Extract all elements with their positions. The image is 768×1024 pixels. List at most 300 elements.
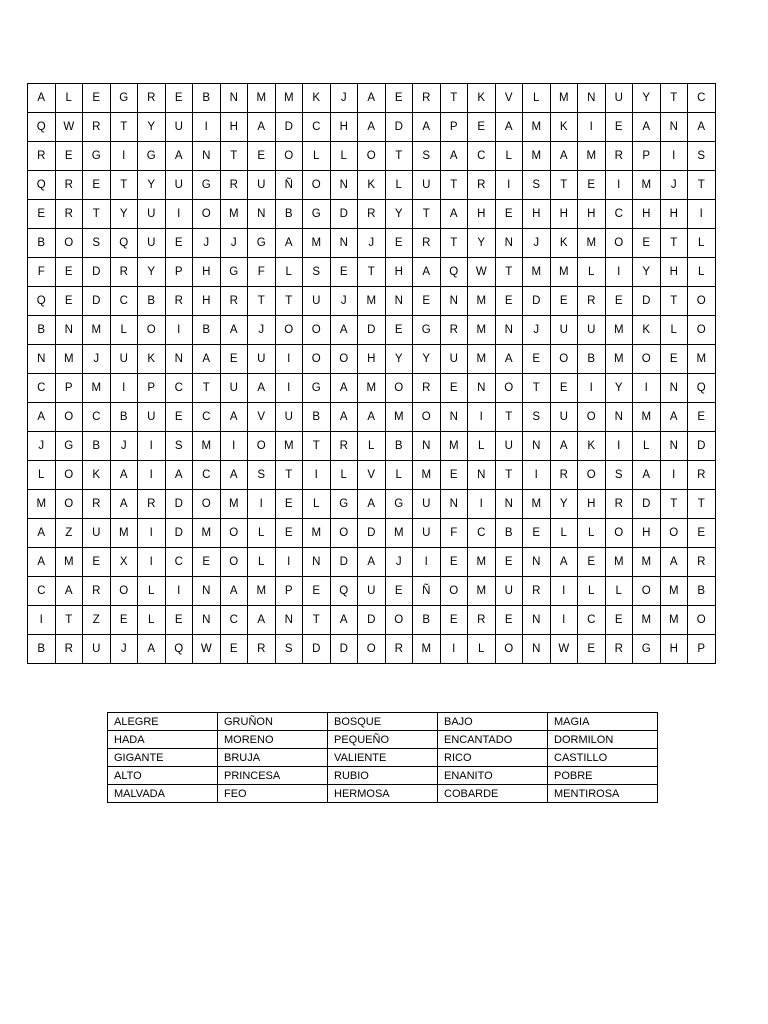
grid-cell: L: [660, 316, 688, 345]
grid-cell: T: [495, 403, 523, 432]
grid-cell: S: [303, 258, 331, 287]
grid-cell: A: [248, 606, 276, 635]
grid-cell: E: [495, 606, 523, 635]
grid-cell: R: [55, 200, 83, 229]
grid-cell: H: [523, 200, 551, 229]
grid-cell: R: [220, 171, 248, 200]
grid-cell: U: [83, 635, 111, 664]
grid-cell: A: [110, 461, 138, 490]
grid-cell: Y: [385, 345, 413, 374]
grid-cell: A: [330, 374, 358, 403]
grid-cell: D: [523, 287, 551, 316]
grid-cell: A: [660, 403, 688, 432]
grid-cell: I: [165, 316, 193, 345]
grid-cell: D: [165, 490, 193, 519]
grid-cell: U: [413, 519, 441, 548]
word-list-item: RUBIO: [328, 767, 438, 785]
grid-cell: A: [248, 113, 276, 142]
grid-cell: O: [633, 345, 661, 374]
grid-cell: Z: [83, 606, 111, 635]
grid-cell: J: [28, 432, 56, 461]
grid-cell: L: [138, 606, 166, 635]
grid-cell: E: [220, 635, 248, 664]
grid-cell: C: [578, 606, 606, 635]
grid-cell: J: [110, 635, 138, 664]
grid-cell: E: [578, 635, 606, 664]
grid-cell: U: [550, 316, 578, 345]
grid-cell: R: [605, 635, 633, 664]
grid-cell: N: [220, 84, 248, 113]
grid-cell: E: [83, 84, 111, 113]
grid-cell: N: [523, 548, 551, 577]
grid-cell: L: [55, 84, 83, 113]
grid-cell: T: [275, 287, 303, 316]
grid-cell: G: [193, 171, 221, 200]
grid-row: [28, 490, 716, 519]
grid-cell: M: [605, 316, 633, 345]
grid-cell: E: [330, 258, 358, 287]
word-list-row: [108, 785, 658, 803]
grid-cell: I: [193, 113, 221, 142]
grid-cell: M: [358, 287, 386, 316]
grid-cell: H: [578, 200, 606, 229]
grid-cell: R: [578, 287, 606, 316]
grid-cell: I: [550, 606, 578, 635]
grid-cell: G: [138, 142, 166, 171]
grid-cell: I: [275, 548, 303, 577]
grid-cell: Z: [55, 519, 83, 548]
grid-cell: A: [495, 113, 523, 142]
grid-cell: O: [55, 490, 83, 519]
grid-cell: L: [303, 142, 331, 171]
grid-row: [28, 142, 716, 171]
grid-row: [28, 316, 716, 345]
grid-cell: O: [495, 374, 523, 403]
grid-cell: H: [468, 200, 496, 229]
grid-cell: E: [605, 606, 633, 635]
grid-cell: Q: [28, 171, 56, 200]
grid-cell: M: [550, 258, 578, 287]
grid-cell: N: [385, 287, 413, 316]
grid-cell: L: [633, 432, 661, 461]
grid-cell: F: [248, 258, 276, 287]
grid-cell: M: [633, 403, 661, 432]
grid-cell: T: [688, 490, 716, 519]
grid-cell: E: [633, 229, 661, 258]
grid-cell: L: [468, 635, 496, 664]
grid-cell: N: [55, 316, 83, 345]
grid-cell: S: [248, 461, 276, 490]
grid-cell: E: [165, 403, 193, 432]
grid-cell: D: [633, 287, 661, 316]
grid-cell: O: [578, 461, 606, 490]
grid-cell: A: [330, 403, 358, 432]
grid-cell: N: [523, 432, 551, 461]
grid-cell: S: [165, 432, 193, 461]
grid-cell: M: [110, 519, 138, 548]
grid-cell: M: [605, 345, 633, 374]
grid-cell: G: [220, 258, 248, 287]
grid-cell: D: [633, 490, 661, 519]
grid-cell: W: [193, 635, 221, 664]
grid-cell: A: [110, 490, 138, 519]
grid-cell: A: [413, 258, 441, 287]
grid-cell: T: [110, 171, 138, 200]
grid-cell: O: [220, 548, 248, 577]
grid-cell: C: [193, 403, 221, 432]
grid-row: [28, 548, 716, 577]
grid-cell: N: [495, 316, 523, 345]
word-list-item: FEO: [218, 785, 328, 803]
grid-cell: J: [660, 171, 688, 200]
grid-cell: R: [330, 432, 358, 461]
grid-cell: N: [165, 345, 193, 374]
grid-cell: N: [605, 403, 633, 432]
grid-cell: H: [633, 519, 661, 548]
word-list-row: [108, 731, 658, 749]
grid-cell: U: [303, 287, 331, 316]
grid-cell: J: [358, 229, 386, 258]
grid-cell: M: [385, 519, 413, 548]
grid-cell: N: [495, 490, 523, 519]
grid-cell: E: [275, 519, 303, 548]
word-list-item: ENCANTADO: [438, 731, 548, 749]
grid-cell: M: [28, 490, 56, 519]
grid-cell: L: [28, 461, 56, 490]
grid-cell: T: [275, 461, 303, 490]
word-list-item: DORMILON: [548, 731, 658, 749]
grid-cell: I: [660, 461, 688, 490]
grid-cell: P: [440, 113, 468, 142]
grid-cell: S: [275, 635, 303, 664]
grid-cell: E: [55, 258, 83, 287]
grid-cell: M: [468, 316, 496, 345]
grid-cell: D: [303, 635, 331, 664]
grid-cell: N: [523, 635, 551, 664]
grid-cell: O: [193, 490, 221, 519]
grid-cell: I: [138, 432, 166, 461]
grid-cell: D: [330, 635, 358, 664]
grid-cell: R: [523, 577, 551, 606]
grid-cell: U: [275, 403, 303, 432]
grid-cell: I: [605, 258, 633, 287]
grid-cell: I: [468, 490, 496, 519]
grid-cell: N: [193, 606, 221, 635]
grid-cell: M: [358, 374, 386, 403]
grid-cell: S: [83, 229, 111, 258]
grid-cell: L: [248, 548, 276, 577]
word-list-item: RICO: [438, 749, 548, 767]
grid-cell: T: [303, 432, 331, 461]
grid-cell: O: [358, 635, 386, 664]
grid-cell: V: [495, 84, 523, 113]
grid-row: [28, 374, 716, 403]
grid-cell: M: [633, 548, 661, 577]
grid-cell: Y: [550, 490, 578, 519]
grid-cell: B: [495, 519, 523, 548]
grid-cell: E: [688, 403, 716, 432]
grid-cell: U: [413, 171, 441, 200]
grid-cell: L: [358, 432, 386, 461]
grid-cell: A: [413, 113, 441, 142]
grid-cell: M: [660, 577, 688, 606]
grid-cell: A: [193, 345, 221, 374]
grid-cell: B: [385, 432, 413, 461]
grid-cell: R: [83, 490, 111, 519]
grid-cell: B: [413, 606, 441, 635]
grid-cell: C: [220, 606, 248, 635]
grid-cell: X: [110, 548, 138, 577]
grid-cell: D: [385, 113, 413, 142]
grid-cell: A: [220, 403, 248, 432]
grid-cell: L: [605, 577, 633, 606]
grid-cell: E: [385, 229, 413, 258]
grid-cell: O: [578, 403, 606, 432]
grid-cell: I: [523, 461, 551, 490]
grid-cell: L: [385, 461, 413, 490]
grid-cell: W: [468, 258, 496, 287]
grid-cell: U: [165, 113, 193, 142]
grid-cell: R: [550, 461, 578, 490]
grid-row: [28, 635, 716, 664]
grid-cell: I: [605, 171, 633, 200]
grid-cell: B: [83, 432, 111, 461]
grid-cell: A: [358, 113, 386, 142]
grid-cell: T: [358, 258, 386, 287]
grid-cell: U: [110, 345, 138, 374]
grid-cell: A: [660, 548, 688, 577]
word-list-item: BAJO: [438, 713, 548, 731]
grid-cell: N: [193, 142, 221, 171]
grid-cell: N: [413, 432, 441, 461]
grid-cell: D: [83, 287, 111, 316]
grid-cell: I: [28, 606, 56, 635]
grid-cell: I: [633, 374, 661, 403]
grid-cell: F: [28, 258, 56, 287]
grid-cell: R: [83, 577, 111, 606]
grid-cell: K: [633, 316, 661, 345]
word-list-row: [108, 767, 658, 785]
grid-cell: A: [440, 142, 468, 171]
grid-cell: A: [330, 316, 358, 345]
grid-cell: I: [495, 171, 523, 200]
grid-cell: T: [55, 606, 83, 635]
grid-cell: G: [413, 316, 441, 345]
grid-cell: W: [55, 113, 83, 142]
grid-cell: D: [165, 519, 193, 548]
grid-cell: C: [193, 461, 221, 490]
grid-cell: G: [303, 200, 331, 229]
grid-cell: A: [550, 432, 578, 461]
word-list: [107, 712, 658, 803]
grid-cell: B: [193, 84, 221, 113]
grid-cell: N: [440, 287, 468, 316]
grid-cell: N: [330, 171, 358, 200]
grid-cell: T: [523, 374, 551, 403]
grid-cell: T: [688, 171, 716, 200]
grid-cell: H: [633, 200, 661, 229]
grid-cell: N: [468, 461, 496, 490]
grid-cell: U: [578, 316, 606, 345]
grid-cell: E: [165, 229, 193, 258]
grid-cell: D: [688, 432, 716, 461]
grid-cell: E: [523, 519, 551, 548]
grid-cell: G: [633, 635, 661, 664]
grid-cell: L: [688, 229, 716, 258]
grid-cell: U: [248, 171, 276, 200]
grid-cell: M: [413, 635, 441, 664]
grid-cell: I: [165, 200, 193, 229]
grid-cell: M: [550, 84, 578, 113]
grid-cell: C: [165, 374, 193, 403]
grid-cell: I: [275, 345, 303, 374]
grid-cell: D: [358, 316, 386, 345]
grid-cell: E: [385, 84, 413, 113]
grid-cell: N: [660, 113, 688, 142]
word-list-item: BRUJA: [218, 749, 328, 767]
grid-cell: N: [193, 577, 221, 606]
grid-cell: Q: [688, 374, 716, 403]
grid-cell: E: [605, 113, 633, 142]
grid-row: [28, 345, 716, 374]
grid-cell: H: [358, 345, 386, 374]
grid-cell: L: [385, 171, 413, 200]
grid-cell: M: [83, 374, 111, 403]
word-list-item: HADA: [108, 731, 218, 749]
grid-cell: U: [165, 171, 193, 200]
grid-cell: U: [220, 374, 248, 403]
grid-cell: H: [660, 635, 688, 664]
grid-cell: M: [385, 403, 413, 432]
grid-cell: U: [138, 200, 166, 229]
grid-cell: I: [303, 461, 331, 490]
grid-cell: E: [110, 606, 138, 635]
grid-cell: U: [495, 432, 523, 461]
grid-cell: P: [165, 258, 193, 287]
word-list-item: PEQUEÑO: [328, 731, 438, 749]
grid-cell: K: [358, 171, 386, 200]
grid-cell: I: [550, 577, 578, 606]
grid-cell: M: [523, 490, 551, 519]
grid-cell: A: [28, 519, 56, 548]
grid-cell: H: [660, 200, 688, 229]
grid-cell: M: [468, 548, 496, 577]
grid-row: [28, 229, 716, 258]
grid-cell: R: [688, 548, 716, 577]
grid-cell: E: [385, 577, 413, 606]
grid-cell: E: [550, 374, 578, 403]
grid-cell: R: [413, 374, 441, 403]
grid-cell: A: [633, 461, 661, 490]
grid-cell: G: [248, 229, 276, 258]
grid-cell: N: [468, 374, 496, 403]
grid-cell: T: [660, 490, 688, 519]
grid-cell: Ñ: [413, 577, 441, 606]
grid-cell: L: [495, 142, 523, 171]
grid-cell: M: [303, 519, 331, 548]
word-list-item: MALVADA: [108, 785, 218, 803]
grid-cell: H: [193, 258, 221, 287]
grid-cell: I: [138, 548, 166, 577]
grid-cell: I: [110, 142, 138, 171]
grid-cell: N: [440, 490, 468, 519]
grid-cell: M: [688, 345, 716, 374]
grid-cell: M: [633, 171, 661, 200]
grid-cell: E: [440, 461, 468, 490]
grid-cell: M: [578, 229, 606, 258]
grid-cell: R: [110, 258, 138, 287]
grid-cell: M: [275, 432, 303, 461]
grid-cell: R: [358, 200, 386, 229]
grid-cell: H: [193, 287, 221, 316]
grid-row: [28, 171, 716, 200]
grid-cell: I: [578, 113, 606, 142]
word-list-item: VALIENTE: [328, 749, 438, 767]
grid-cell: I: [578, 374, 606, 403]
grid-cell: N: [330, 229, 358, 258]
grid-cell: K: [578, 432, 606, 461]
grid-cell: O: [55, 461, 83, 490]
grid-cell: P: [138, 374, 166, 403]
grid-cell: E: [605, 287, 633, 316]
grid-cell: P: [275, 577, 303, 606]
grid-cell: G: [303, 374, 331, 403]
word-list-item: CASTILLO: [548, 749, 658, 767]
grid-cell: M: [633, 606, 661, 635]
grid-cell: I: [248, 490, 276, 519]
grid-cell: R: [83, 113, 111, 142]
grid-cell: R: [468, 606, 496, 635]
grid-cell: L: [330, 461, 358, 490]
grid-cell: H: [385, 258, 413, 287]
grid-cell: Q: [330, 577, 358, 606]
grid-cell: Q: [440, 258, 468, 287]
word-list-item: BOSQUE: [328, 713, 438, 731]
grid-row: [28, 403, 716, 432]
grid-cell: C: [83, 403, 111, 432]
grid-row: [28, 258, 716, 287]
word-list-item: HERMOSA: [328, 785, 438, 803]
grid-cell: E: [83, 548, 111, 577]
grid-cell: A: [28, 403, 56, 432]
grid-cell: A: [28, 548, 56, 577]
grid-cell: O: [193, 200, 221, 229]
grid-cell: K: [83, 461, 111, 490]
grid-cell: M: [193, 432, 221, 461]
grid-cell: E: [660, 345, 688, 374]
grid-cell: R: [138, 490, 166, 519]
grid-cell: O: [688, 287, 716, 316]
grid-cell: Y: [385, 200, 413, 229]
grid-cell: U: [440, 345, 468, 374]
grid-cell: O: [358, 142, 386, 171]
grid-cell: E: [303, 577, 331, 606]
grid-cell: D: [83, 258, 111, 287]
grid-cell: T: [193, 374, 221, 403]
grid-cell: R: [688, 461, 716, 490]
grid-cell: O: [110, 577, 138, 606]
word-list-item: MORENO: [218, 731, 328, 749]
grid-cell: O: [275, 142, 303, 171]
grid-cell: A: [165, 142, 193, 171]
grid-cell: H: [660, 258, 688, 287]
grid-cell: I: [165, 577, 193, 606]
grid-cell: S: [523, 171, 551, 200]
grid-cell: A: [358, 84, 386, 113]
grid-cell: M: [55, 548, 83, 577]
grid-cell: O: [633, 577, 661, 606]
grid-cell: S: [688, 142, 716, 171]
